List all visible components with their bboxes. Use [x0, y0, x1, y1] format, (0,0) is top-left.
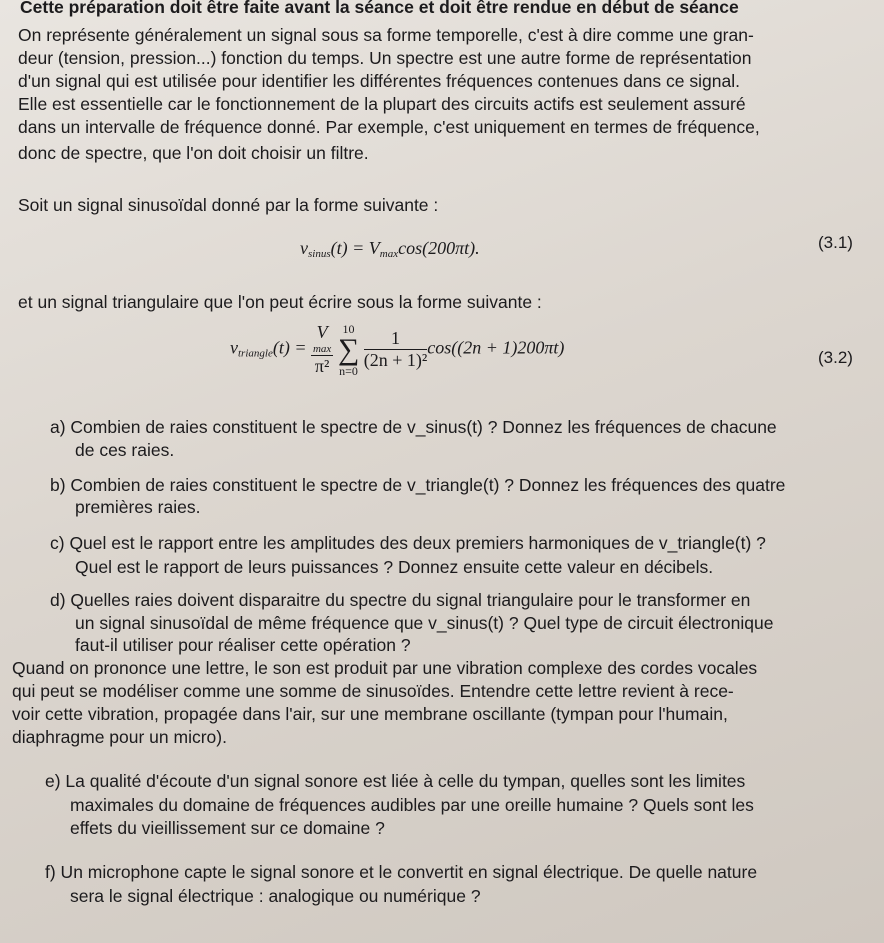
intro-line: d'un signal qui est utilisée pour identifier les différentes fréquences contenues dans ce signal. [18, 71, 740, 91]
intro-line: Elle est essentielle car le fonctionnement de la plupart des circuits actifs est seulement assuré [18, 94, 746, 114]
fraction-vmax [311, 322, 333, 377]
question-d: d) Quelles raies doivent disparaitre du spectre du signal triangulaire pour le transformer en [50, 590, 751, 610]
eq-text: cos(200πt). [398, 238, 480, 258]
intro-line: Soit un signal sinusoïdal donné par la forme suivante : [18, 195, 439, 215]
question-f: f) Un microphone capte le signal sonore et le convertit en signal électrique. De quelle nature [45, 862, 758, 882]
eq-subscript: max [312, 343, 332, 355]
sum-upper: 10 [342, 321, 355, 336]
eq-text: 1 [364, 328, 428, 350]
question-d: un signal sinusoïdal de même fréquence que v_sinus(t) ? Quel type de circuit électronique [75, 613, 774, 633]
question-b: b) Combien de raies constituent le spectre de v_triangle(t) ? Donnez les fréquences des quatre [50, 475, 786, 495]
question-e: maximales du domaine de fréquences audibles par une oreille humaine ? Quels sont les [70, 795, 754, 815]
equation-number: (3.1) [818, 233, 853, 252]
question-b: premières raies. [75, 497, 201, 517]
eq-text: (t) = [272, 337, 307, 358]
equation-number: (3.2) [818, 348, 853, 367]
question-e: effets du vieillissement sur ce domaine ? [70, 818, 385, 838]
paragraph-line: diaphragme pour un micro). [12, 727, 227, 747]
paragraph-line: qui peut se modéliser comme une somme de sinusoïdes. Entendre cette lettre revient à rece- [12, 681, 734, 701]
body-text: et un signal triangulaire que l'on peut écrire sous la forme suivante : [18, 292, 542, 312]
intro-line: deur (tension, pression...) fonction du temps. Un spectre est une autre forme de représentation [18, 48, 752, 68]
question-c: Quel est le rapport de leurs puissances ? Donnez ensuite cette valeur en décibels. [75, 557, 714, 577]
question-c: c) Quel est le rapport entre les amplitudes des deux premiers harmoniques de v_triangle(t) ? [50, 533, 766, 553]
eq-text: (t) = V [330, 238, 380, 258]
paragraph-line: voir cette vibration, propagée dans l'air, sur une membrane oscillante (tympan pour l'humain, [12, 704, 728, 724]
paragraph-line: Quand on prononce une lettre, le son est produit par une vibration complexe des cordes vocales [12, 658, 758, 678]
intro-line: dans un intervalle de fréquence donné. Par exemple, c'est uniquement en termes de fréquence, [18, 117, 760, 137]
eq-subscript: max [379, 248, 399, 260]
eq-text: cos((2n + 1)200πt) [427, 337, 565, 358]
document-title: Cette préparation doit être faite avant la séance et doit être rendue en début de séance [20, 0, 739, 17]
fraction-harmonic [364, 328, 428, 371]
question-a: de ces raies. [75, 440, 175, 460]
question-e: e) La qualité d'écoute d'un signal sonore est liée à celle du tympan, quelles sont les limites [45, 771, 746, 791]
eq-symbol: v [230, 337, 238, 358]
question-f: sera le signal électrique : analogique ou numérique ? [70, 886, 481, 906]
eq-text: π² [314, 356, 330, 376]
eq-text: V [316, 322, 328, 342]
question-d: faut-il utiliser pour réaliser cette opération ? [75, 635, 411, 655]
equation-3-2 [230, 322, 564, 377]
intro-line: On représente généralement un signal sous sa forme temporelle, c'est à dire comme une gran- [18, 25, 754, 45]
eq-text: (2n + 1)² [363, 350, 428, 370]
sum-symbol: 10 ∑ n=0 [337, 321, 360, 378]
eq-symbol: v [300, 238, 308, 258]
eq-subscript: triangle [238, 347, 273, 360]
question-a: a) Combien de raies constituent le spectre de v_sinus(t) ? Donnez les fréquences de chacune [50, 417, 777, 437]
equation-3-1 [300, 238, 480, 260]
eq-subscript: sinus [308, 248, 331, 260]
intro-line: donc de spectre, que l'on doit choisir un filtre. [18, 143, 369, 163]
sum-lower: n=0 [339, 363, 358, 378]
